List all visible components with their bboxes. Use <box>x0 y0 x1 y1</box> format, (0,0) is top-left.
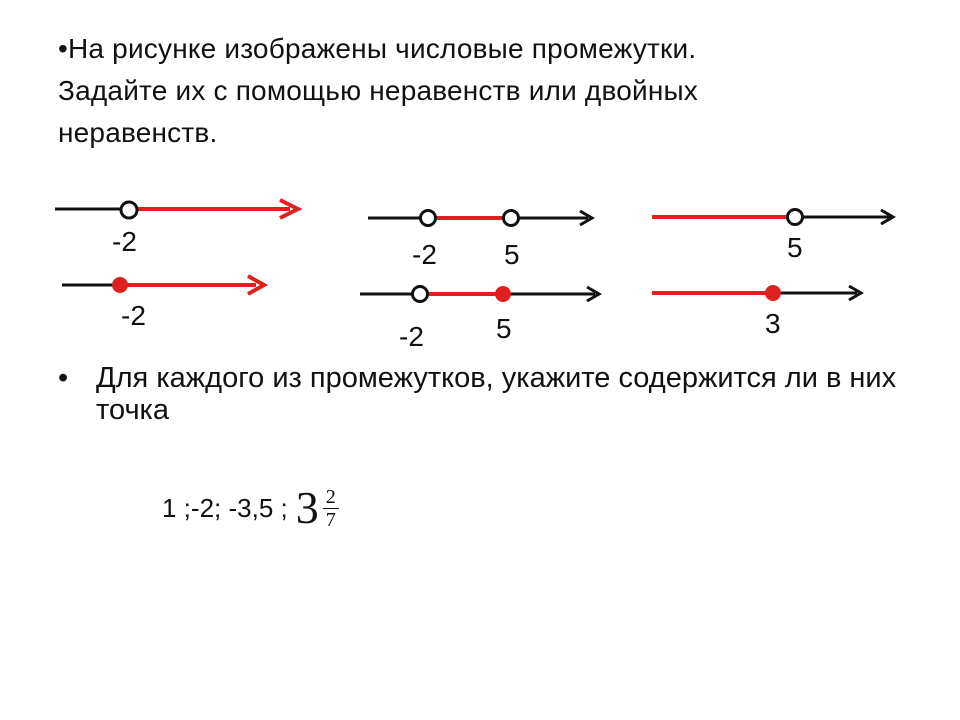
point-label: 3 <box>765 308 781 339</box>
point-label: -2 <box>112 226 137 257</box>
point-label: 5 <box>787 232 803 263</box>
intro-line-1: •На рисунке изображены числовые промежутки. <box>58 33 697 64</box>
open-point-start <box>421 211 436 226</box>
fraction-denominator: 7 <box>325 508 336 531</box>
bullet: • <box>58 362 69 394</box>
open-point-start <box>413 287 428 302</box>
closed-point <box>765 285 781 301</box>
point-label-end: 5 <box>504 239 520 270</box>
fraction-numerator: 2 <box>323 486 339 509</box>
number-line-3 <box>368 211 592 271</box>
point-label-start: -2 <box>399 321 424 352</box>
point-label-start: -2 <box>412 239 437 270</box>
number-line-4 <box>360 286 599 352</box>
point-label-end: 5 <box>496 313 512 344</box>
closed-point <box>112 277 128 293</box>
number-line-2 <box>62 276 264 331</box>
intro-line-3: неравенств. <box>58 117 218 148</box>
number-line-6 <box>652 285 861 339</box>
mixed-number <box>295 482 339 533</box>
points-text: 1 ;-2; -3,5 ; <box>162 492 288 523</box>
points-list <box>162 478 339 538</box>
fraction <box>323 486 339 531</box>
open-point <box>121 202 137 218</box>
point-label: -2 <box>121 300 146 331</box>
closed-point-end <box>495 286 511 302</box>
number-line-1 <box>55 200 298 257</box>
intro-line-2: Задайте их с помощью неравенств или двойных <box>58 75 699 106</box>
open-point-end <box>504 211 519 226</box>
task-text: Для каждого из промежутков, укажите содержится ли в них точка <box>96 362 897 426</box>
mixed-number-whole: 3 <box>295 482 319 533</box>
number-line-5 <box>652 210 893 264</box>
open-point <box>788 210 803 225</box>
